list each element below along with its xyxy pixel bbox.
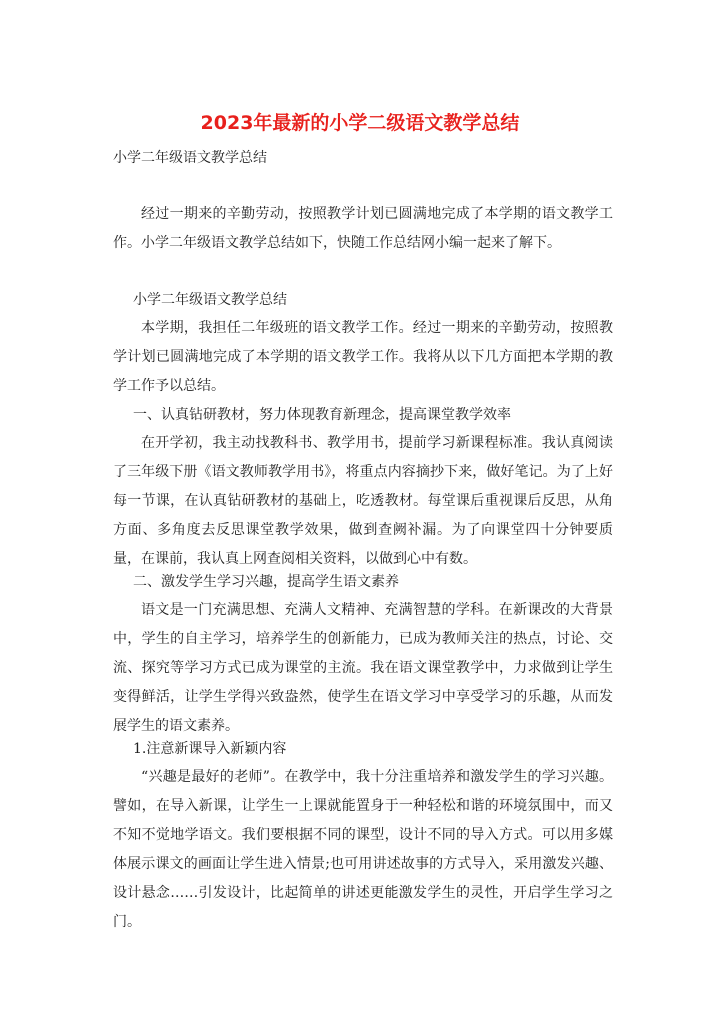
document-subtitle: 小学二年级语文教学总结 [113,150,267,166]
heading-3: 1.注意新课导入新颖内容 [133,741,287,757]
paragraph-1: 本学期，我担任二年级班的语文教学工作。经过一期来的辛勤劳动，按照教学计划已圆满地完成了本学期的语文教学工作。我将从以下几方面把本学期的教学工作予以总结。 [113,320,613,394]
paragraph-4: “兴趣是最好的老师”。在教学中，我十分注重培养和激发学生的学习兴趣。譬如，在导入新课，让学生一上课就能置身于一种轻松和谐的环境氛围中，而又不知不觉地学语文。我们要根据不同的课型，设计不同的导入方式。可以用多媒体展示课文的画面让学生进入情景;也可用讲述故事的方式导入，采用激发兴趣、设计悬念……引发设计，比起简单的讲述更能激发学生的灵性，开启学生学习之门。 [113,769,613,930]
paragraph-3: 语文是一门充满思想、充满人文精神、充满智慧的学科。在新课改的大背景中，学生的自主学习，培养学生的创新能力，已成为教师关注的热点，讨论、交流、探究等学习方式已成为课堂的主流。我在语文课堂教学中，力求做到让学生变得鲜活，让学生学得兴致盎然，使学生在语文学习中享受学习的乐趣，从而发展学生的语文素养。 [113,602,613,734]
paragraph-2: 在开学初，我主动找教科书、教学用书，提前学习新课程标准。我认真阅读了三年级下册《语文教师教学用书》，将重点内容摘抄下来，做好笔记。为了上好每一节课，在认真钻研教材的基础上，吃透教材。每堂课后重视课后反思，从角方面、多角度去反思课堂教学效果，做到查阙补漏。为了向课堂四十分钟要质量，在课前，我认真上网查阅相关资料，以做到心中有数。 [113,435,613,567]
intro-paragraph: 经过一期来的辛勤劳动，按照教学计划已圆满地完成了本学期的语文教学工作。小学二年级语文教学总结如下，快随工作总结网小编一起来了解下。 [113,206,613,251]
heading-2: 二、激发学生学习兴趣，提高学生语文素养 [133,574,399,590]
document-title: 2023年最新的小学二级语文教学总结 [200,112,520,134]
heading-1: 一、认真钻研教材，努力体现教育新理念，提高课堂教学效率 [133,407,511,423]
section-title: 小学二年级语文教学总结 [133,292,287,308]
